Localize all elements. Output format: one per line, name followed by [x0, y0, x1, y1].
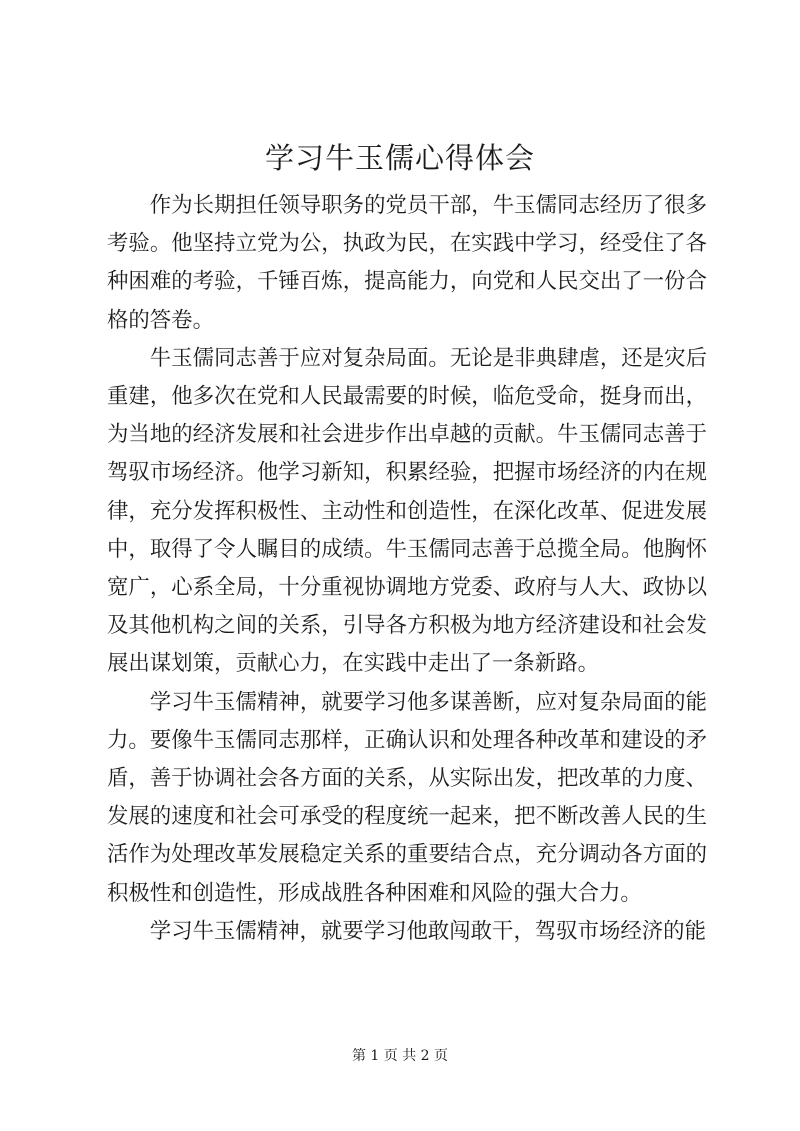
- document-title: 学习牛玉儒心得体会: [264, 141, 535, 175]
- paragraph-3: 学习牛玉儒精神，就要学习他多谋善断，应对复杂局面的能力。要像牛玉儒同志那样，正确认识和处理各种改革和建设的矛盾，善于协调社会各方面的关系，从实际出发，把改革的力度、发展的速度和社会可承受的程度统一起来，把不断改善人民的生活作为处理改革发展稳定关系的重要结合点，充分调动各方面的积极性和创造性，形成战胜各种困难和风险的强大合力。: [107, 689, 707, 906]
- paragraph-1: 作为长期担任领导职务的党员干部，牛玉儒同志经历了很多考验。他坚持立党为公，执政为民，在实践中学习，经受住了各种困难的考验，千锤百炼，提高能力，向党和人民交出了一份合格的答卷。: [107, 193, 707, 333]
- document-body: [107, 187, 707, 951]
- page-footer: 第 1 页 共 2 页: [351, 1048, 449, 1064]
- paragraph-4: 学习牛玉儒精神，就要学习他敢闯敢干，驾驭市场经济的能: [149, 918, 706, 944]
- paragraph-2: 牛玉儒同志善于应对复杂局面。无论是非典肆虐，还是灾后重建，他多次在党和人民最需要的时候，临危受命，挺身而出，为当地的经济发展和社会进步作出卓越的贡献。牛玉儒同志善于驾驭市场经济。他学习新知，积累经验，把握市场经济的内在规律，充分发挥积极性、主动性和创造性，在深化改革、促进发展中，取得了令人瞩目的成绩。牛玉儒同志善于总揽全局。他胸怀宽广，心系全局，十分重视协调地方党委、政府与人大、政协以及其他机构之间的关系，引导各方积极为地方经济建设和社会发展出谋划策，贡献心力，在实践中走出了一条新路。: [107, 345, 707, 677]
